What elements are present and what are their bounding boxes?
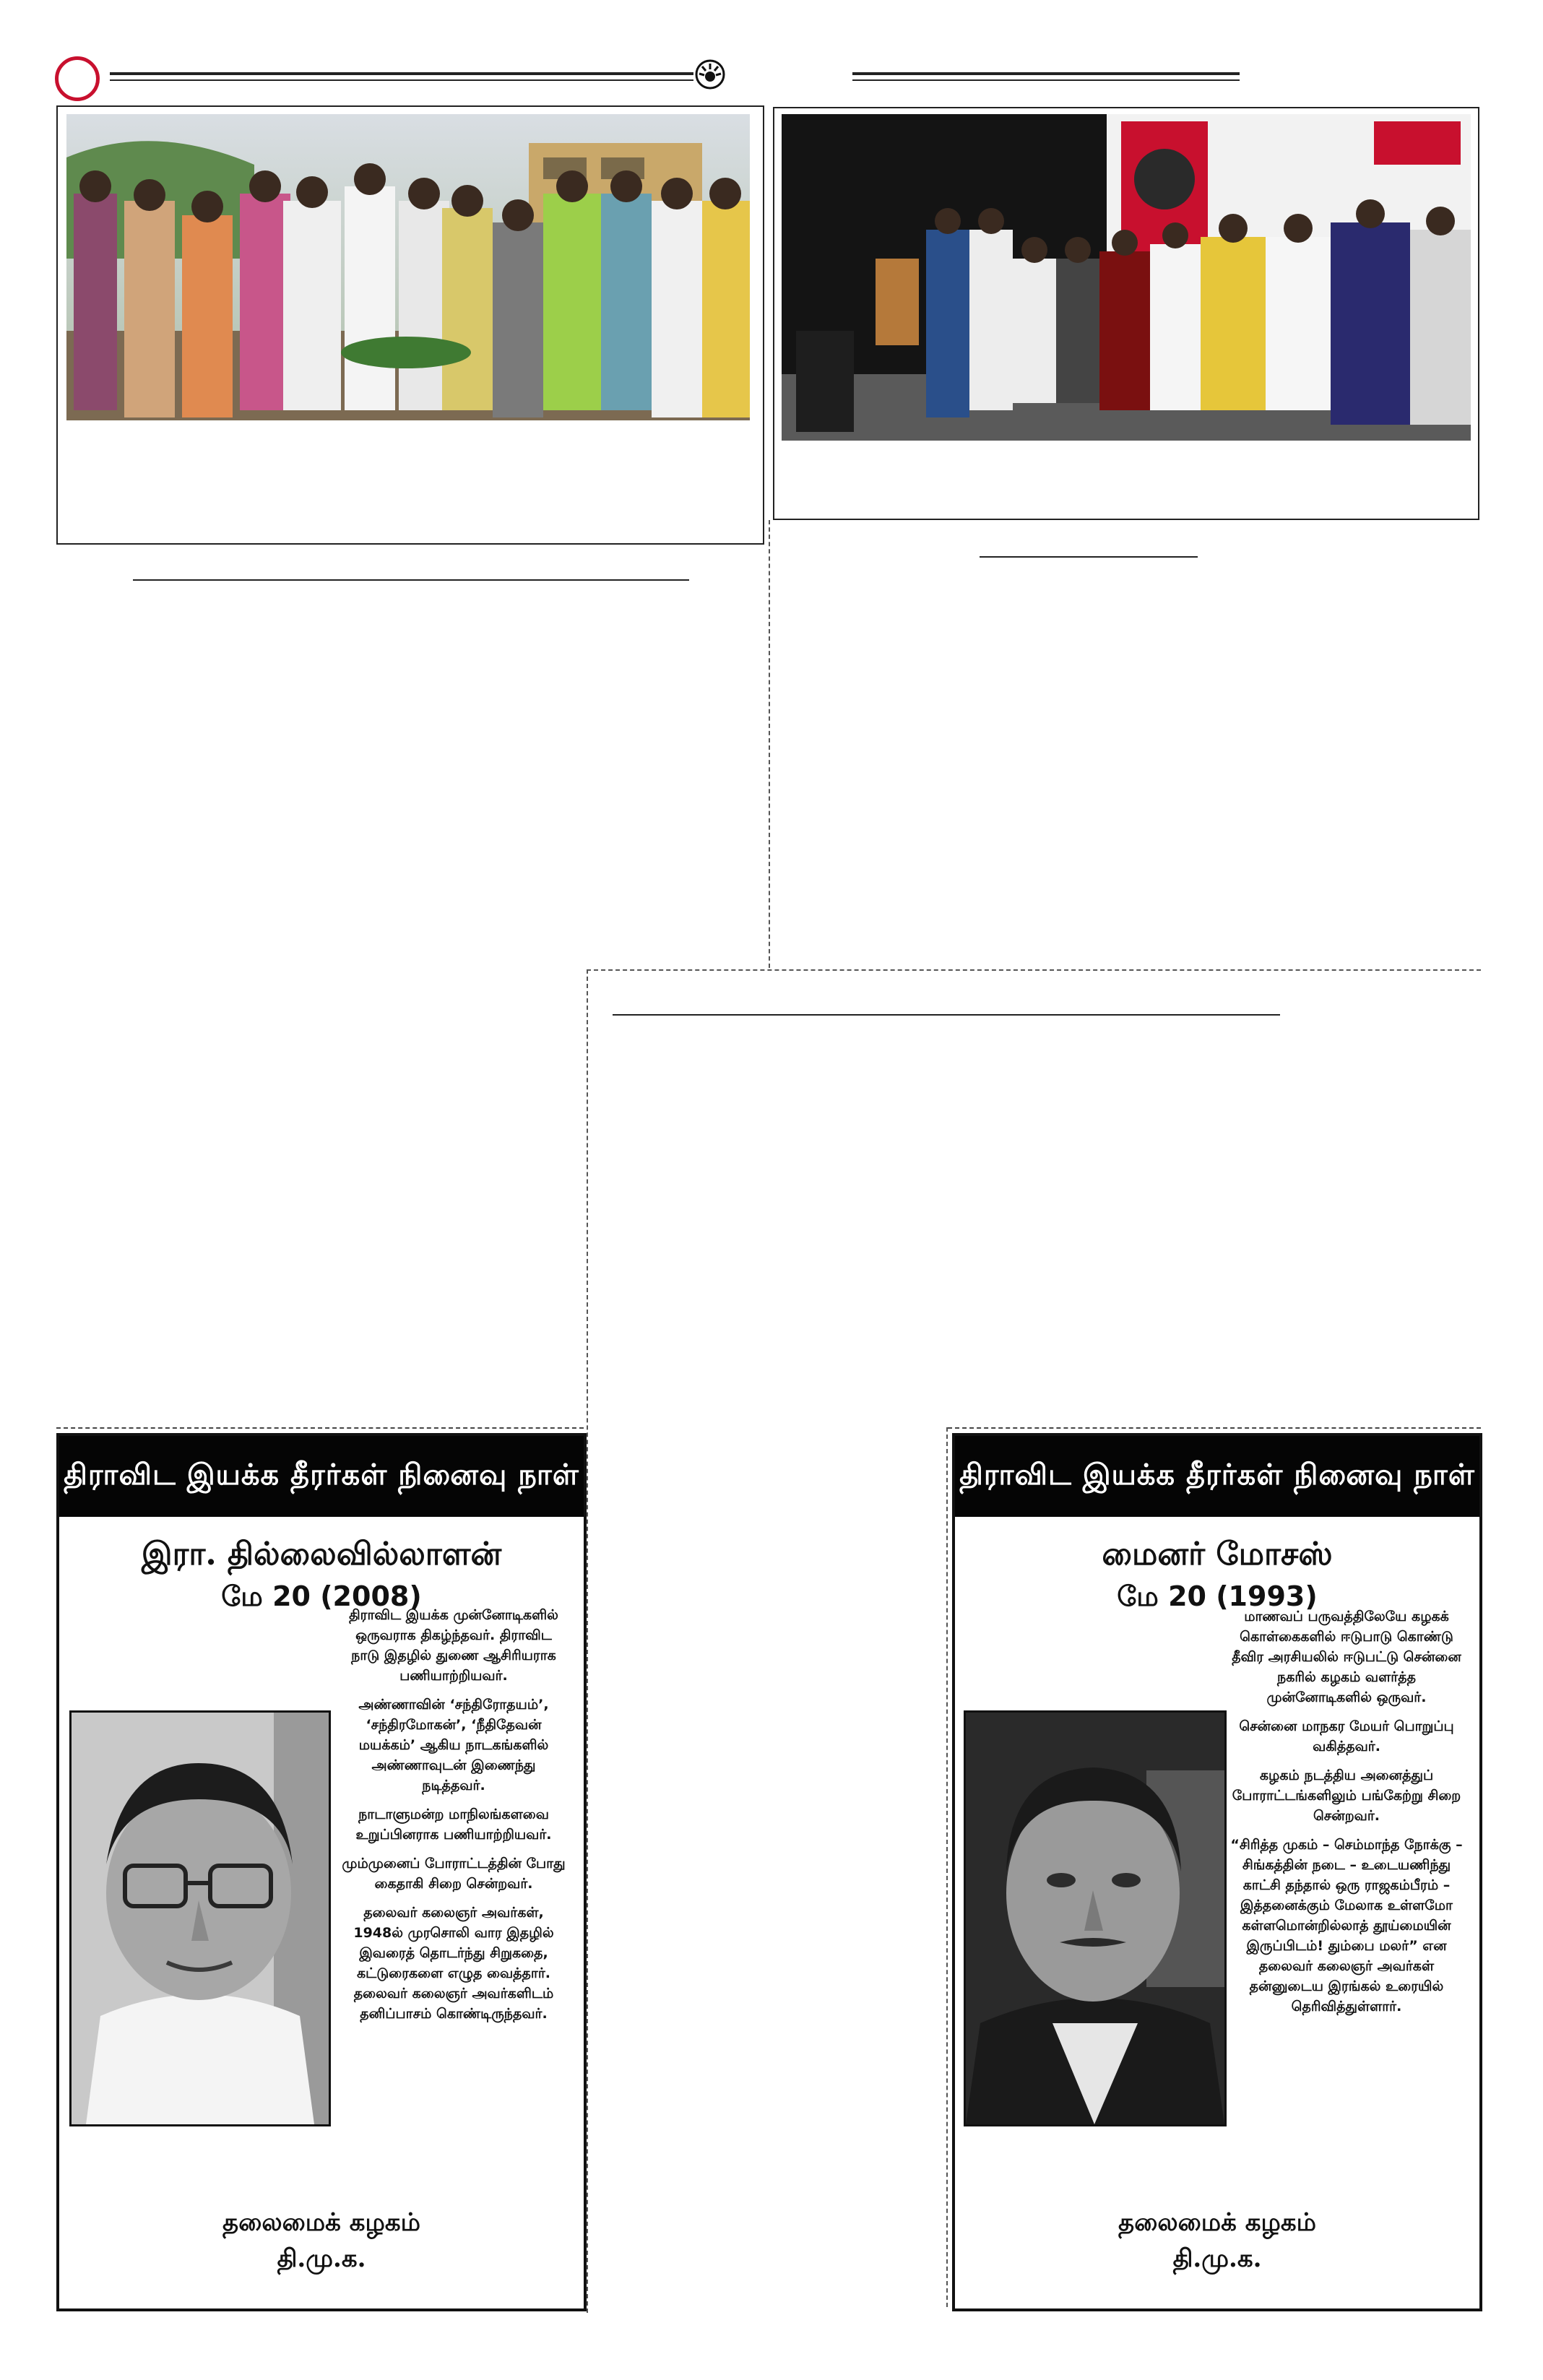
- portrait-photo: [964, 1710, 1227, 2126]
- notice-dash-left: [56, 1427, 584, 1429]
- notice-bio: [1227, 1606, 1466, 2025]
- bio-paragraph: சென்னை மாநகர மேயர் பொறுப்பு வகித்தவர்.: [1239, 1718, 1454, 1754]
- notice-dash-right: [948, 1427, 1481, 1429]
- notice-bio: [340, 1605, 568, 2033]
- signature-line-1: தலைமைக் கழகம்: [222, 2208, 420, 2237]
- signature-line-2: தி.மு.க.: [1172, 2244, 1262, 2273]
- section-divider-right: [587, 969, 1481, 971]
- bio-paragraph: திராவிட இயக்க முன்னோடிகளில் ஒருவராக திகழ்ந்தவர். திராவிட நாடு இதழில் துணை ஆசிரியராக பணியாற்றியவர்.: [349, 1607, 558, 1684]
- bio-paragraph: நாடாளுமன்ற மாநிலங்களவை உறுப்பினராக பணியாற்றியவர்.: [355, 1806, 552, 1843]
- bio-paragraph: அண்ணாவின் ‘சந்திரோதயம்’, ‘சந்திரமோகன்’, ‘நீதிதேவன் மயக்கம்’ ஆகிய நாடகங்களில் அண்ணாவுடன் இணைந்து நடித்தவர்.: [358, 1697, 549, 1793]
- header-rule-left-thin: [110, 79, 693, 81]
- bio-paragraph: “சிரித்த முகம் – செம்மாந்த நோக்கு – சிங்கத்தின் நடை – உடையணிந்து காட்சி தந்தால் ஒரு ராஜகம்பீரம் – இத்தனைக்கும் மேலாக உள்ளமோ கள்ளமொன்றில்லாத் தூய்மையின் இருப்பிடம்! தும்பை மலர்” என தலைவர் கலைஞர் அவர்கள் தன்னுடைய இரங்கல் உரையில் தெரிவித்துள்ளார்.: [1230, 1837, 1463, 2015]
- photo-stage-meeting: [782, 114, 1471, 441]
- notice-header: திராவிட இயக்க தீரர்கள் நினைவு நாள்: [59, 1436, 584, 1517]
- notice-date: மே 20 (1993): [1117, 1580, 1318, 1612]
- photo-frame-right: [773, 107, 1479, 520]
- bio-paragraph: மும்முனைப் போராட்டத்தின் போது கைதாகி சிறை சென்றவர்.: [342, 1856, 566, 1892]
- notice-date: மே 20 (2008): [221, 1580, 422, 1612]
- photo-sapling-planting: [66, 114, 750, 420]
- memorial-notice-1: [56, 1433, 587, 2311]
- left-headline-rule: [133, 579, 689, 581]
- notice-signature: [955, 2204, 1479, 2277]
- memorial-notice-2: [952, 1433, 1482, 2311]
- signature-line-2: தி.மு.க.: [277, 2244, 366, 2273]
- portrait-photo: [69, 1710, 331, 2126]
- signature-line-1: தலைமைக் கழகம்: [1118, 2208, 1316, 2237]
- bio-paragraph: மாணவப் பருவத்திலேயே கழகக் கொள்கைகளில் ஈடுபாடு கொண்டு தீவிர அரசியலில் ஈடுபட்டு சென்னை நகரில் கழகம் வளர்த்த முன்னோடிகளில் ஒருவர்.: [1232, 1609, 1461, 1705]
- notice-signature: [59, 2204, 584, 2277]
- notice-person-name: இரா. தில்லைவில்லாளன்: [141, 1536, 502, 1572]
- header-rule-right: [852, 72, 1240, 75]
- notice-header: திராவிட இயக்க தீரர்கள் நினைவு நாள்: [955, 1436, 1479, 1517]
- column-divider-lower: [587, 969, 588, 2313]
- column-divider-upper: [769, 520, 770, 968]
- right-headline-rule: [980, 556, 1198, 558]
- header-circle-icon: [55, 56, 100, 101]
- header-rule-left: [110, 72, 693, 75]
- sun-emblem-icon: [695, 59, 725, 90]
- mid-headline-rule: [613, 1014, 1280, 1016]
- bio-paragraph: தலைவர் கலைஞர் அவர்கள், 1948ல் முரசொலி வார இதழில் இவரைத் தொடர்ந்து சிறுகதை, கட்டுரைகளை எழுத வைத்தார். தலைவர் கலைஞர் அவர்களிடம் தனிப்பாசம் கொண்டிருந்தவர்.: [353, 1905, 554, 2022]
- header-rule-right-thin: [852, 79, 1240, 81]
- photo-frame-left: [56, 105, 764, 545]
- notice-person-name: மைனர் மோசஸ்: [1102, 1536, 1333, 1572]
- notice-dash-right-side: [946, 1427, 948, 2307]
- bio-paragraph: கழகம் நடத்திய அனைத்துப் போராட்டங்களிலும் பங்கேற்று சிறை சென்றவர்.: [1232, 1767, 1461, 1824]
